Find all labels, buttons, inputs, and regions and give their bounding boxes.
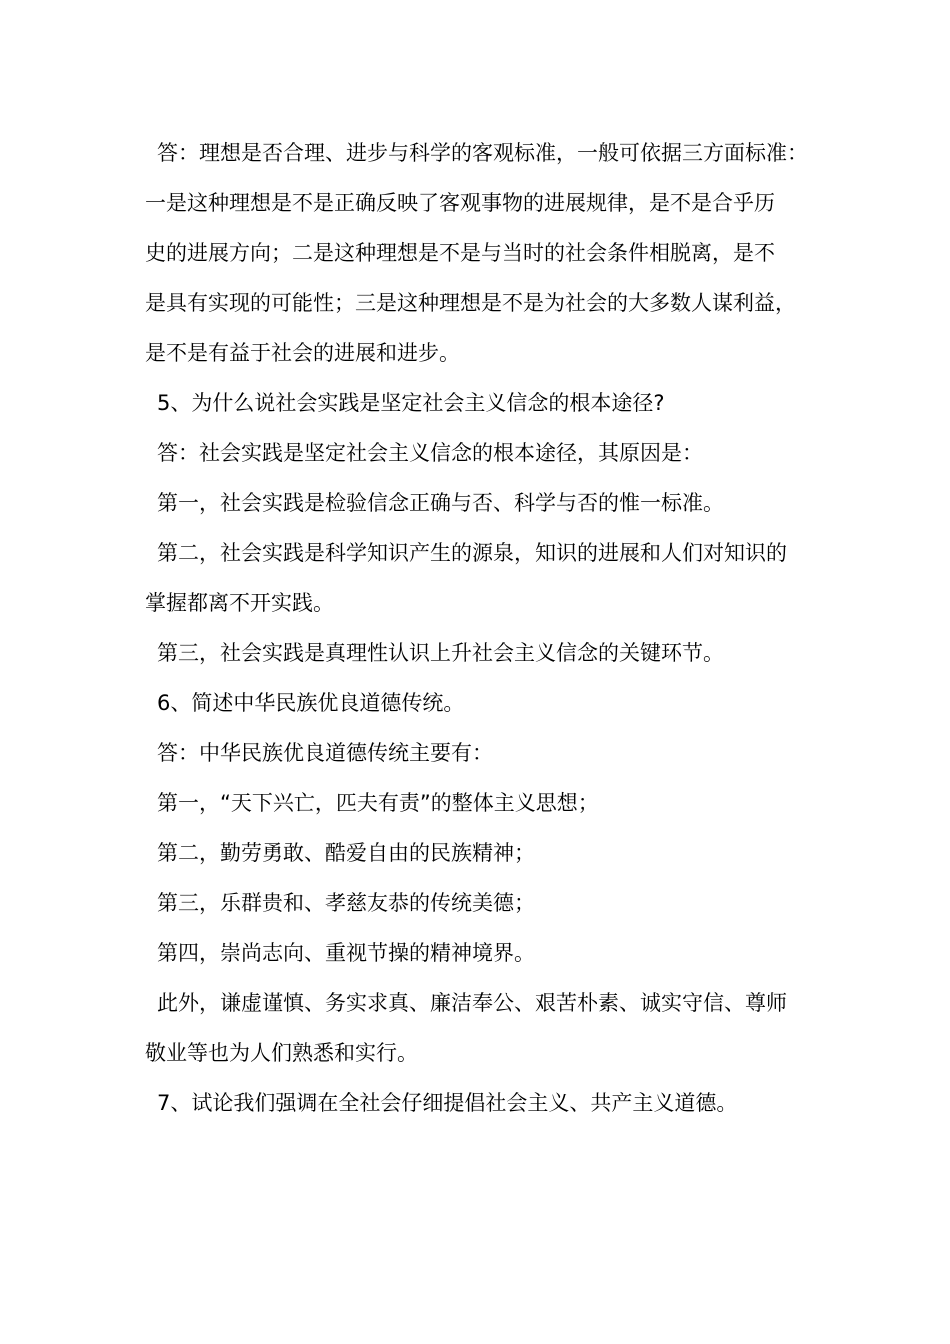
- text-line: 答：社会实践是坚定社会主义信念的根本途径，其原因是：: [157, 441, 703, 465]
- text-line: 此外，谦虚谨慎、务实求真、廉洁奉公、艰苦朴素、诚实守信、尊师: [157, 991, 787, 1015]
- text-line: 第二，社会实践是科学知识产生的源泉，知识的进展和人们对知识的: [157, 541, 787, 565]
- text-line: 第四，崇尚志向、重视节操的精神境界。: [157, 941, 535, 965]
- text-line: 敬业等也为人们熟悉和实行。: [145, 1041, 418, 1065]
- text-line: 是具有实现的可能性；三是这种理想是不是为社会的大多数人谋利益，: [145, 291, 796, 315]
- text-line: 答：理想是否合理、进步与科学的客观标准，一般可依据三方面标准：: [157, 141, 808, 165]
- question-heading: 7、试论我们强调在全社会仔细提倡社会主义、共产主义道德。: [157, 1091, 738, 1115]
- text-line: 第三，乐群贵和、孝慈友恭的传统美德；: [157, 891, 535, 915]
- text-line: 掌握都离不开实践。: [145, 591, 334, 615]
- text-line: 一是这种理想是不是正确反映了客观事物的进展规律，是不是合乎历: [145, 191, 775, 215]
- text-line: 答：中华民族优良道德传统主要有：: [157, 741, 493, 765]
- text-line: 史的进展方向；二是这种理想是不是与当时的社会条件相脱离，是不: [145, 241, 775, 265]
- document-body: [145, 128, 835, 1128]
- question-heading: 5、为什么说社会实践是坚定社会主义信念的根本途径?: [157, 391, 665, 415]
- text-line: 第一，社会实践是检验信念正确与否、科学与否的惟一标准。: [157, 491, 724, 515]
- text-line: 是不是有益于社会的进展和进步。: [145, 341, 460, 365]
- question-heading: 6、简述中华民族优良道德传统。: [157, 691, 465, 715]
- text-line: 第三，社会实践是真理性认识上升社会主义信念的关键环节。: [157, 641, 724, 665]
- text-line: 第二，勤劳勇敢、酷爱自由的民族精神；: [157, 841, 535, 865]
- text-line: 第一，“天下兴亡，匹夫有责”的整体主义思想；: [157, 791, 599, 815]
